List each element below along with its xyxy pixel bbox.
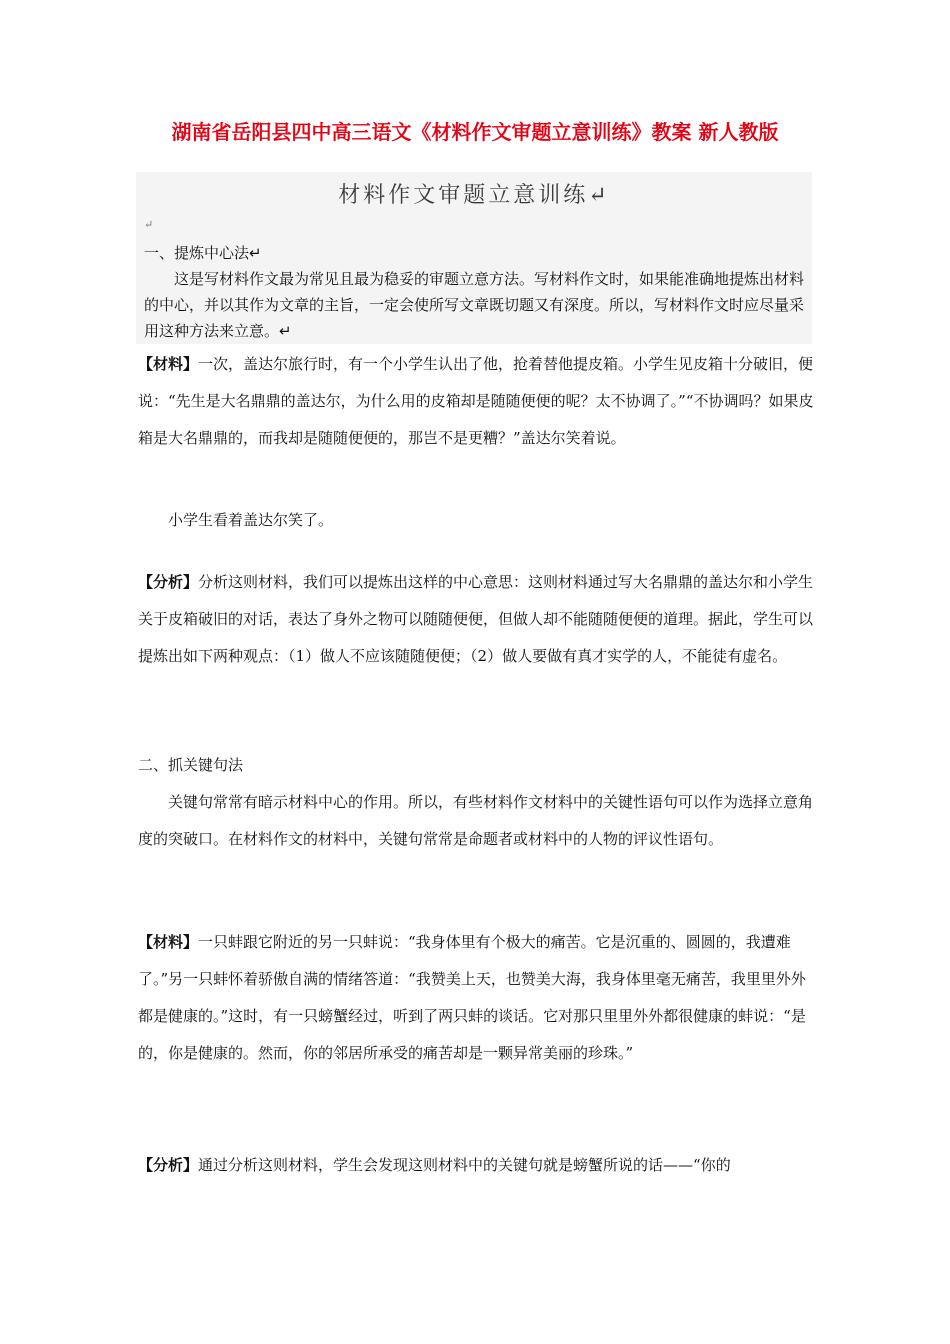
scan-title: 材料作文审题立意训练↵ xyxy=(338,183,610,208)
material-2-paragraph xyxy=(138,924,814,1072)
material-tag: 【材料】 xyxy=(138,933,199,951)
material-1-followup: 小学生看着盖达尔笑了。 xyxy=(168,511,334,529)
scan-heading: 一、提炼中心法↵ xyxy=(144,244,262,262)
scan-body: 这是写材料作文最为常见且最为稳妥的审题立意方法。写材料作文时，如果能准确地提炼出材料的中心，并以其作为文章的主旨，一定会使所写文章既切题又有深度。所以，写材料作文时应尽量采用这种方法来立意。↵ xyxy=(144,270,805,340)
paragraph-mark: ↵ xyxy=(144,218,154,231)
section-2-heading: 二、抓关键句法 xyxy=(138,756,244,774)
material-text: 一只蚌跟它附近的另一只蚌说：“我身体里有个极大的痛苦。它是沉重的、圆圆的，我遭难了。”另一只蚌怀着骄傲自满的情绪答道：“我赞美上天，也赞美大海，我身体里毫无痛苦，我里里外外都是健康的。”这时，有一只螃蟹经过，听到了两只蚌的谈话。它对那只里里外外都很健康的蚌说：“是的，你是健康的。然而，你的邻居所承受的痛苦却是一颗异常美丽的珍珠。” xyxy=(138,933,806,1062)
analysis-text: 分析这则材料，我们可以提炼出这样的中心意思：这则材料通过写大名鼎鼎的盖达尔和小学生关于皮箱破旧的对话，表达了身外之物可以随随便便，但做人却不能随随便便的道理。据此，学生可以提炼出如下两种观点：（1）做人不应该随随便便；（2）做人要做有真才实学的人，不能徒有虚名。 xyxy=(138,573,814,665)
analysis-1-paragraph xyxy=(138,564,814,675)
material-tag: 【材料】 xyxy=(138,355,199,373)
analysis-text: 通过分析这则材料，学生会发现这则材料中的关键句就是螃蟹所说的话——“你的 xyxy=(198,1156,731,1174)
material-text: 一次，盖达尔旅行时，有一个小学生认出了他，抢着替他提皮箱。小学生见皮箱十分破旧，便说：“先生是大名鼎鼎的盖达尔，为什么用的皮箱却是随随便便的呢？太不协调了。”“不协调吗？如果皮箱是大名鼎鼎的，而我却是随随便便的，那岂不是更糟？”盖达尔笑着说。 xyxy=(138,355,814,447)
analysis-2-paragraph xyxy=(138,1147,814,1184)
analysis-tag: 【分析】 xyxy=(138,1156,199,1174)
material-1-paragraph xyxy=(138,346,814,457)
section-2-body: 关键句常常有暗示材料中心的作用。所以，有些材料作文材料中的关键性语句可以作为选择立意角度的突破口。在材料作文的材料中，关键句常常是命题者或材料中的人物的评议性语句。 xyxy=(138,793,814,848)
scanned-image xyxy=(136,172,812,344)
document-title: 湖南省岳阳县四中高三语文《材料作文审题立意训练》教案 新人教版 xyxy=(171,120,779,144)
analysis-tag: 【分析】 xyxy=(138,573,199,591)
